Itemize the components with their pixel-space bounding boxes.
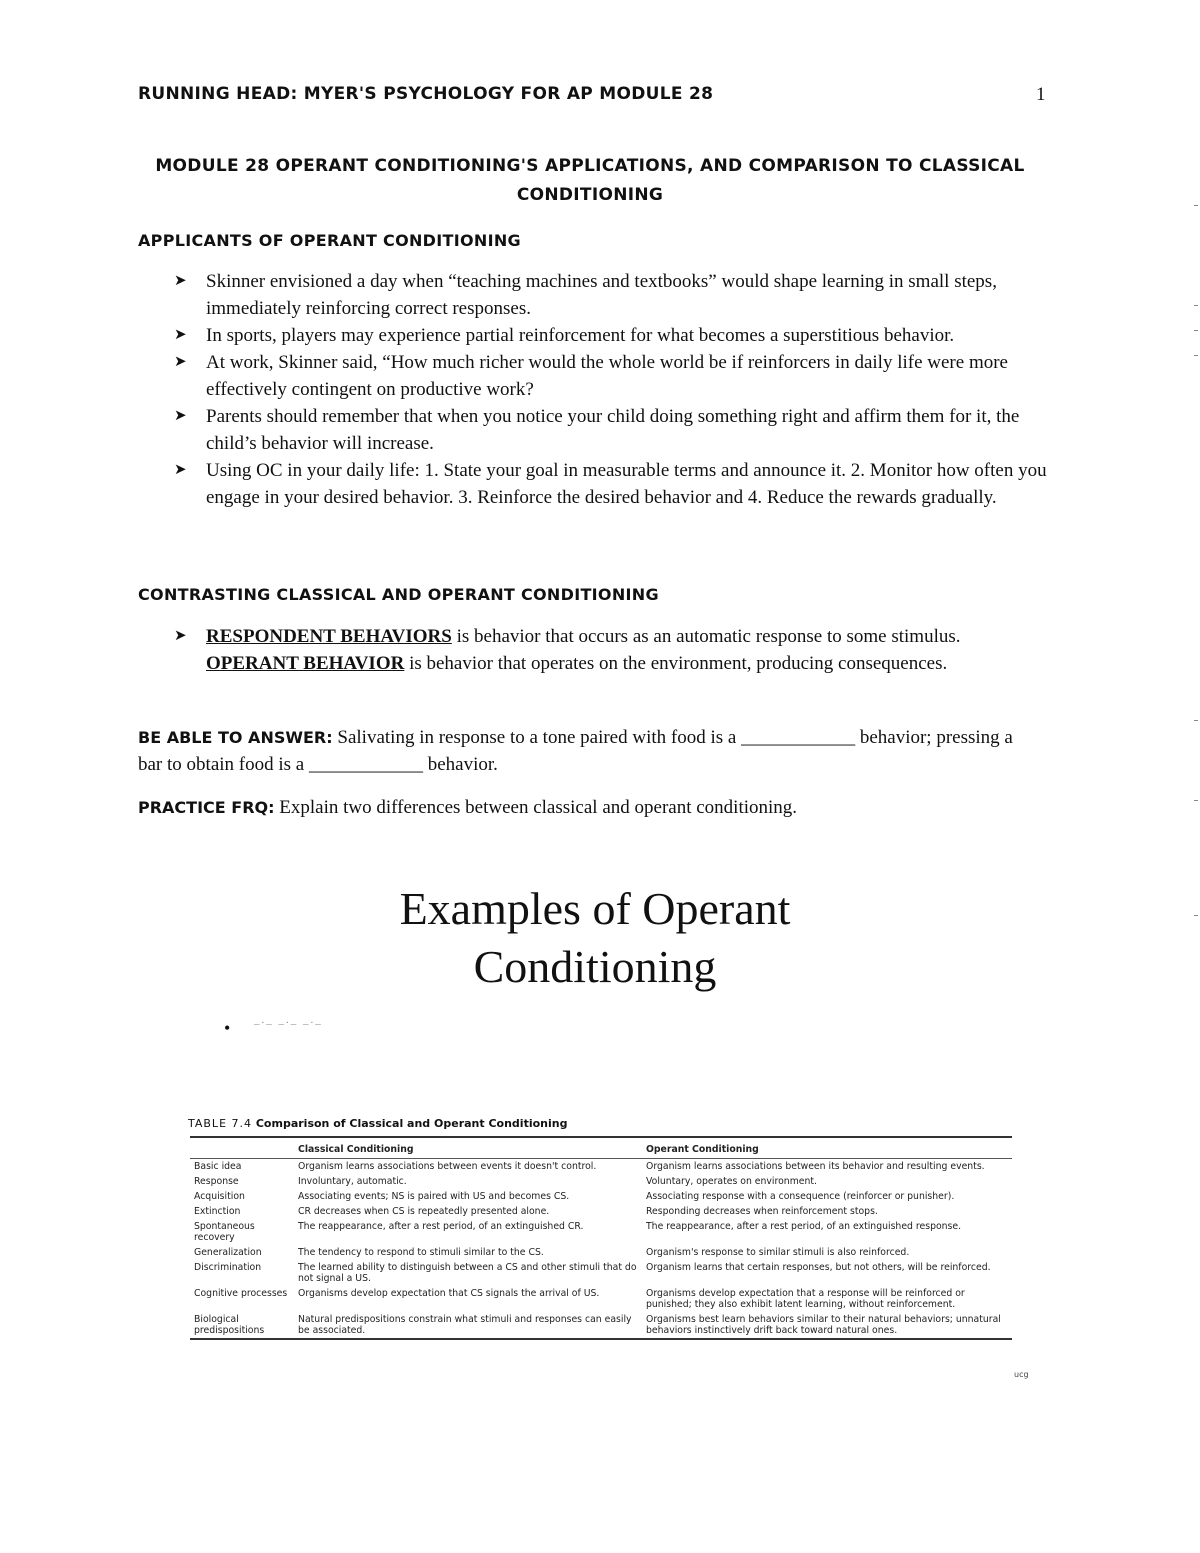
bullet-dot-icon: • <box>224 1018 231 1038</box>
scan-edge-mark <box>1194 915 1198 916</box>
arrow-bullet-icon: ➤ <box>174 327 187 343</box>
operant-cell: Responding decreases when reinforcement stops. <box>646 1206 878 1217</box>
list-item: ➤ Skinner envisioned a day when “teaching machines and textbooks” would shape learning in small steps, immediately reinforcing correct responses. <box>174 268 1054 322</box>
operant-cell: Voluntary, operates on environment. <box>646 1176 817 1187</box>
module-title-line1: MODULE 28 OPERANT CONDITIONING'S APPLICATIONS, AND COMPARISON TO CLASSICAL <box>155 156 1025 176</box>
classical-cell: Associating events; NS is paired with US and becomes CS. <box>298 1191 570 1202</box>
row-label: Generalization <box>194 1247 262 1258</box>
table-row <box>190 1159 1012 1175</box>
list-item: ➤ Using OC in your daily life: 1. State your goal in measurable terms and announce it. 2. Monitor how often you engage in your desired behavior. 3. Reinforce the desired behavior and 4. Reduce the rewards gradually. <box>174 457 1054 511</box>
term-operant-behavior: OPERANT BEHAVIOR <box>206 653 405 674</box>
table-row <box>190 1245 1012 1260</box>
table-header-row <box>190 1137 1012 1159</box>
scan-edge-mark <box>1194 205 1198 206</box>
header-cell: Operant Conditioning <box>642 1137 1012 1159</box>
table-row <box>190 1219 1012 1245</box>
row-label: Response <box>194 1176 239 1187</box>
classical-cell: The learned ability to distinguish between a CS and other stimuli that do not signal a US. <box>298 1262 637 1284</box>
practice-frq: PRACTICE FRQ: Explain two differences between classical and operant conditioning. <box>138 797 798 818</box>
faint-scribble: _._ _._ _._ <box>254 1014 323 1026</box>
arrow-bullet-icon: ➤ <box>174 628 187 644</box>
arrow-bullet-icon: ➤ <box>174 354 187 370</box>
table-caption-text: Comparison of Classical and Operant Conditioning <box>255 1117 568 1130</box>
list-item: ➤ RESPONDENT BEHAVIORS is behavior that occurs as an automatic response to some stimulus. OPERANT BEHAVIOR is behavior that operates on the environment, producing consequences. <box>174 623 1054 677</box>
classical-cell: Organisms develop expectation that CS signals the arrival of US. <box>298 1288 600 1299</box>
section-heading-applications: APPLICANTS OF OPERANT CONDITIONING <box>138 231 521 250</box>
list-item: ➤ At work, Skinner said, “How much richer would the whole world be if reinforcers in daily life were more effectively contingent on productive work? <box>174 349 1054 403</box>
row-label: Basic idea <box>194 1161 242 1172</box>
row-label: Extinction <box>194 1206 241 1217</box>
classical-cell: Involuntary, automatic. <box>298 1176 407 1187</box>
section-heading-contrasting: CONTRASTING CLASSICAL AND OPERANT CONDITIONING <box>138 585 659 604</box>
module-title-line2: CONDITIONING <box>516 185 664 205</box>
classical-cell: CR decreases when CS is repeatedly presented alone. <box>298 1206 550 1217</box>
table-caption-label: TABLE 7.4 <box>188 1117 253 1130</box>
list-item: ➤ Parents should remember that when you notice your child doing something right and affirm them for it, the child’s behavior will increase. <box>174 403 1054 457</box>
page-number: 1 <box>1036 84 1046 105</box>
applications-bullet-list <box>174 268 1054 511</box>
table-row <box>190 1174 1012 1189</box>
scan-edge-mark <box>1194 800 1198 801</box>
list-item: ➤ In sports, players may experience partial reinforcement for what becomes a superstitious behavior. <box>174 322 1054 349</box>
operant-cell: The reappearance, after a rest period, of an extinguished response. <box>646 1221 962 1232</box>
contrasting-bullet-list <box>174 623 1054 677</box>
table-row <box>190 1204 1012 1219</box>
table-row <box>190 1286 1012 1312</box>
operant-cell: Organisms develop expectation that a response will be reinforced or punished; they also exhibit latent learning, without reinforcement. <box>646 1288 965 1310</box>
classical-cell: The tendency to respond to stimuli similar to the CS. <box>298 1247 544 1258</box>
row-label: Discrimination <box>194 1262 262 1273</box>
be-able-to-answer-label: BE ABLE TO ANSWER: <box>138 728 333 747</box>
operant-cell: Organism learns that certain responses, but not others, will be reinforced. <box>646 1262 991 1273</box>
practice-frq-label: PRACTICE FRQ: <box>138 798 275 817</box>
arrow-bullet-icon: ➤ <box>174 273 187 289</box>
running-head: RUNNING HEAD: MYER'S PSYCHOLOGY FOR AP MODULE 28 <box>138 84 714 104</box>
row-label: Spontaneous recovery <box>194 1221 255 1243</box>
scan-edge-mark <box>1194 305 1198 306</box>
classical-cell: The reappearance, after a rest period, of an extinguished CR. <box>298 1221 584 1232</box>
slide-title: Examples of Operant Conditioning <box>399 883 791 992</box>
classical-cell: Organism learns associations between events it doesn't control. <box>298 1161 597 1172</box>
table-row <box>190 1312 1012 1339</box>
scan-edge-mark <box>1194 330 1198 331</box>
term-respondent-behaviors: RESPONDENT BEHAVIORS <box>206 626 452 647</box>
header-cell: Classical Conditioning <box>294 1137 642 1159</box>
table-margin-note: ucg <box>1014 1370 1029 1379</box>
header-cell <box>190 1137 294 1159</box>
arrow-bullet-icon: ➤ <box>174 408 187 424</box>
be-able-to-answer: BE ABLE TO ANSWER: Salivating in response to a tone paired with food is a ____________ behavior; pressing a bar to obtain food is a ____________ behavior. <box>138 727 1013 775</box>
table-row <box>190 1189 1012 1204</box>
classical-cell: Natural predispositions constrain what stimuli and responses can easily be associated. <box>298 1314 632 1336</box>
row-label: Acquisition <box>194 1191 245 1202</box>
operant-cell: Organism learns associations between its behavior and resulting events. <box>646 1161 985 1172</box>
module-title <box>140 152 1040 210</box>
table-row <box>190 1260 1012 1286</box>
row-label: Biological predispositions <box>194 1314 265 1336</box>
table-caption <box>188 1117 567 1130</box>
arrow-bullet-icon: ➤ <box>174 462 187 478</box>
row-label: Cognitive processes <box>194 1288 288 1299</box>
comparison-table <box>190 1136 1012 1340</box>
operant-cell: Organism's response to similar stimuli is also reinforced. <box>646 1247 910 1258</box>
operant-cell: Organisms best learn behaviors similar to their natural behaviors; unnatural behaviors instinctively drift back toward natural ones. <box>646 1314 1001 1336</box>
scan-edge-mark <box>1194 720 1198 721</box>
scan-edge-mark <box>1194 355 1198 356</box>
operant-cell: Associating response with a consequence (reinforcer or punisher). <box>646 1191 955 1202</box>
